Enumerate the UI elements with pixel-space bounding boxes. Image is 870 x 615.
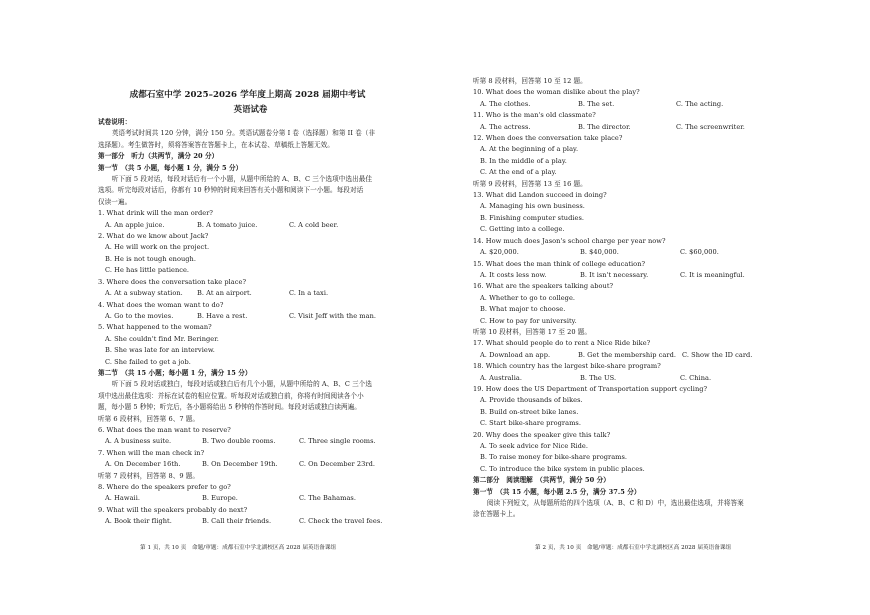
section-2-directions: 项中选出最佳选项：并标在试卷的相应位置。听每段对话或独白前，你将有时间阅读各个小 [98,391,364,400]
option-b: B. $40,000. [580,248,619,257]
question-8-options [105,493,403,504]
page-1-content [98,88,403,528]
option-a: A. At the beginning of a play. [480,145,579,154]
instructions-line: 选择题）。考生做答时，须将答案答在答题卡上，在本试卷、草稿纸上答题无效。 [98,140,334,149]
option-c: C. She failed to get a job. [105,357,191,366]
question-19-options [480,395,813,429]
option-a: A. The actress. [480,122,531,131]
section-1-directions: 听下面 5 段对话，每段对话后有一个小题，从题中所给的 A、B、C 三个选项中选出最佳 [111,175,373,184]
section-1-directions: 仅读一遍。 [98,197,132,206]
part-2-directions: 阅读下列短文，从每题所给的四个选项（A、B、C 和 D）中，选出最佳选项，并将答案 [486,499,744,508]
section-1-directions: 选项。听完每段对话后，你都有 10 秒钟的时间来回答有关小题和阅读下一小题。每段对话 [98,186,364,195]
option-c: C. Three single rooms. [299,437,376,446]
material-6-label: 听第 6 段材料，回答第 6、7 题。 [98,414,200,423]
question-20: 20. Why does the speaker give this talk? [473,430,611,439]
exam-title: 成都石室中学 2025–2026 学年度上期高 2028 届期中考试 [129,90,366,100]
option-a: A. At a subway station. [105,289,183,298]
question-17-options [480,350,813,361]
option-c: C. A cold beer. [289,220,339,229]
option-b: B. A tomato juice. [197,220,258,229]
question-7-options [105,459,403,470]
option-c: C. The Bahamas. [299,494,357,503]
question-13: 13. What did Landon succeed in doing? [473,191,607,200]
question-16: 16. What are the speakers talking about? [473,282,614,291]
question-12: 12. When does the conversation take place? [473,134,623,143]
question-20-options [480,441,813,475]
question-9-options [105,516,403,527]
option-c: C. To introduce the bike system in public places. [480,464,645,473]
question-18-options [480,373,813,384]
option-b: B. Have a rest. [197,311,248,320]
question-11-options [480,122,813,133]
question-3: 3. Where does the conversation take place? [98,277,247,286]
page-footer: 第 2 页，共 10 页 命题/审题：成都石室中学北湖校区高 2028 届英语备课组 [535,545,732,551]
option-c: C. Visit Jeff with the man. [289,311,377,320]
option-b: B. On December 19th. [202,460,278,469]
option-c: C. Show the ID card. [682,350,753,359]
option-b: B. It isn't necessary. [580,270,649,279]
section-1-heading: 第一节 （共 5 小题，每小题 1 分，满分 5 分） [98,163,243,172]
question-2-options [105,242,403,276]
exam-page-2 [435,0,870,615]
option-c: C. China. [680,373,712,382]
option-a: A. He will work on the project. [105,243,210,252]
question-5: 5. What happened to the woman? [98,323,212,332]
question-18: 18. Which country has the largest bike-share program? [473,362,661,371]
exam-subtitle: 英语试卷 [233,104,268,114]
option-a: A. Australia. [480,373,522,382]
question-10-options [480,99,813,110]
question-15-options [480,270,813,281]
question-9: 9. What will the speakers probably do next? [98,505,248,514]
option-a: A. An apple juice. [105,220,165,229]
option-a: A. Managing his own business. [480,202,585,211]
option-c: C. $60,000. [680,248,719,257]
option-c: C. It is meaningful. [680,270,745,279]
option-a: A. A business suite. [105,437,172,446]
option-b: B. The director. [578,122,631,131]
material-9-label: 听第 9 段材料，回答第 13 至 16 题。 [473,179,587,188]
question-10: 10. What does the woman dislike about the play? [473,88,640,97]
option-c: C. He has little patience. [105,266,190,275]
option-a: A. Download an app. [480,350,551,359]
option-a: A. Whether to go to college. [480,293,576,302]
part-2-heading: 第二部分 阅读理解 （共两节，满分 50 分） [473,476,610,485]
option-a: A. It costs less now. [480,270,547,279]
option-c: C. In a taxi. [289,289,329,298]
question-6: 6. What does the man want to reserve? [98,425,231,434]
section-2-heading: 第二节 （共 15 小题；每小题 1 分，满分 15 分） [98,368,252,377]
option-c: C. Check the travel fees. [299,517,383,526]
option-a: A. She couldn't find Mr. Beringer. [105,334,219,343]
question-4: 4. What does the woman want to do? [98,300,224,309]
option-b: B. Europe. [202,494,238,503]
option-b: B. Finishing computer studies. [480,213,585,222]
question-16-options [480,293,813,327]
question-1: 1. What drink will the man order? [98,209,213,218]
option-a: A. Go to the movies. [105,311,174,320]
option-a: A. Provide thousands of bikes. [480,396,583,405]
question-19: 19. How does the US Department of Transportation support cycling? [473,384,708,393]
question-8: 8. Where do the speakers prefer to go? [98,483,231,491]
option-b: B. The set. [578,99,615,108]
section-2-directions: 听下面 5 段对话或独白，每段对话或独白后有几个小题，从题中所给的 A、B、C 三个选 [111,380,373,389]
option-b: B. He is not tough enough. [105,254,196,263]
question-4-options [105,311,403,322]
material-8-label: 听第 8 段材料，回答第 10 至 12 题。 [473,77,587,85]
option-a: A. $20,000. [480,248,519,257]
option-b: B. Get the membership card. [578,350,677,359]
option-a: A. Book their flight. [105,517,172,526]
option-b: B. At an airport. [197,289,252,298]
material-10-label: 听第 10 段材料，回答第 17 至 20 题。 [473,327,592,336]
question-12-options [480,144,813,178]
question-13-options [480,201,813,235]
instructions-heading: 试卷说明： [98,118,132,126]
part-2-directions: 涂在答题卡上。 [473,510,520,519]
option-b: B. Call their friends. [202,517,272,526]
option-c: C. The acting. [676,99,724,108]
question-6-options [105,436,403,447]
section-2-directions: 题，每小题 5 秒钟；听完后，各小题将给出 5 秒钟的作答时间。每段对话或独白读两遍。 [98,403,361,412]
option-b: B. To raise money for bike-share programs. [480,453,628,462]
page-footer: 第 1 页，共 10 页 命题/审题：成都石室中学北湖校区高 2028 届英语备课组 [140,545,337,551]
question-14-options [480,247,813,258]
option-c: C. Getting into a college. [480,225,565,234]
option-c: C. The screenwriter. [676,122,745,131]
option-a: A. Hawaii. [105,494,141,503]
instructions-line: 英语考试时间共 120 分钟，满分 150 分。英语试题卷分第 I 卷（选择题）和第 II 卷（非 [111,129,376,138]
option-c: C. At the end of a play. [480,168,557,177]
option-c: C. On December 23rd. [299,460,376,469]
option-b: B. What major to choose. [480,305,566,314]
option-a: A. On December 16th. [105,460,181,469]
question-2: 2. What do we know about Jack? [98,232,209,241]
option-a: A. The clothes. [480,99,531,108]
question-14: 14. How much does Jason's school charge per year now? [473,236,666,245]
option-c: C. How to pay for university. [480,316,577,325]
option-b: B. In the middle of a play. [480,156,567,165]
option-a: A. To seek advice for Nice Ride. [480,442,588,450]
option-b: B. The US. [580,373,617,382]
question-17: 17. What should people do to rent a Nice Ride bike? [473,339,651,348]
part-1-heading: 第一部分 听力（共两节，满分 20 分） [98,152,219,161]
option-b: B. Two double rooms. [202,437,276,446]
question-5-options [105,334,403,368]
question-1-options [105,220,403,231]
material-7-label: 听第 7 段材料，回答第 8、9 题。 [98,471,200,480]
option-b: B. Build on-street bike lanes. [480,407,579,416]
part-2-section-1-heading: 第一节 （共 15 小题，每小题 2.5 分，满分 37.5 分） [473,487,641,496]
question-15: 15. What does the man think of college education? [473,259,646,268]
question-3-options [105,288,403,299]
page-2-content [473,76,813,521]
question-7: 7. When will the man check in? [98,448,205,457]
question-11: 11. Who is the man's old classmate? [473,111,596,120]
option-c: C. Start bike-share programs. [480,419,581,428]
option-b: B. She was late for an interview. [105,346,215,355]
